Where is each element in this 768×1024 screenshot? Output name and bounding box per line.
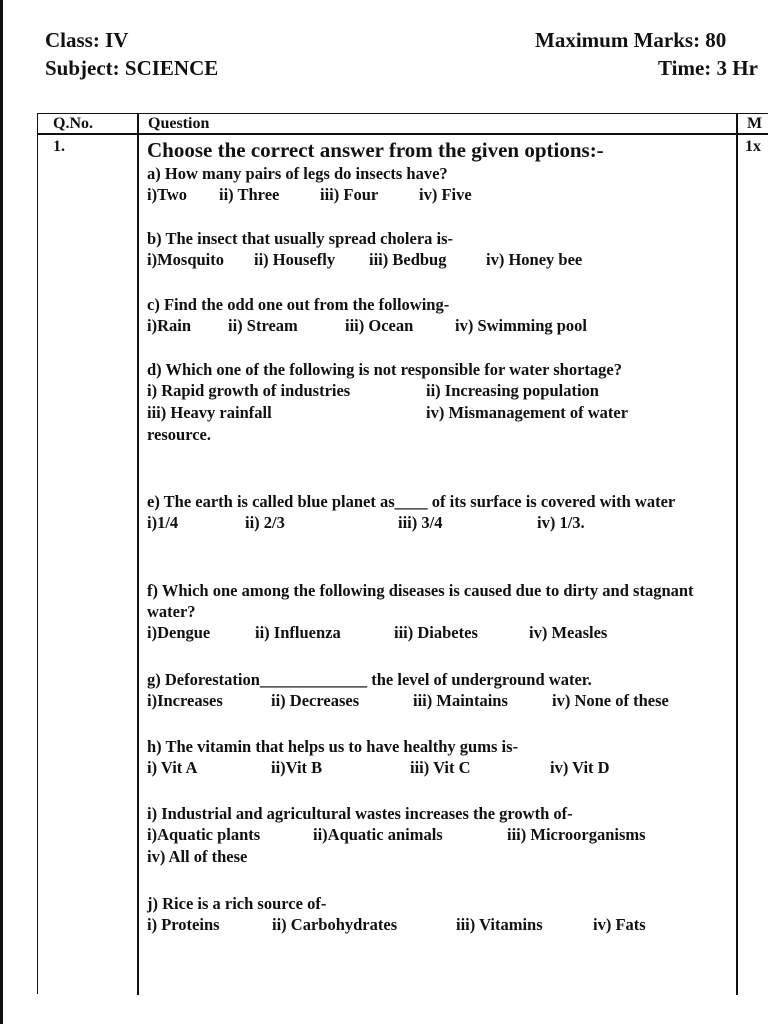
marks-column-header: M [747, 115, 763, 132]
option: ii)Aquatic animals [313, 825, 443, 844]
instruction-title [147, 139, 732, 161]
marks-value: 1x [745, 138, 761, 155]
question-text: c) Find the odd one out from the following- [147, 295, 450, 314]
question-column-header: Question [148, 115, 210, 132]
option-row [147, 914, 732, 936]
option: ii) Stream [228, 316, 298, 335]
time-label: Time: 3 Hr [658, 56, 758, 80]
option-row [147, 757, 732, 779]
option: iii) Ocean [345, 316, 414, 335]
option: iv) Vit D [550, 758, 610, 777]
option: iii) 3/4 [398, 513, 443, 532]
option: iv) Honey bee [486, 250, 583, 269]
page-edge-line [0, 0, 3, 1024]
option: i) Proteins [147, 915, 220, 934]
option-row [147, 184, 732, 206]
option: iii) Diabetes [394, 623, 478, 642]
class-label: Class: IV [45, 28, 129, 52]
option-row [147, 690, 732, 712]
table-header-divider [37, 133, 768, 135]
question-text: g) Deforestation_____________ the level of underground water. [147, 670, 592, 689]
option: i)Two [147, 185, 188, 204]
option: iv) None of these [552, 691, 669, 710]
max-marks-label: Maximum Marks: 80 [535, 28, 727, 52]
option-row [147, 402, 672, 424]
option: ii) Influenza [255, 623, 341, 642]
option-row [147, 315, 732, 337]
option: ii) Increasing population [426, 381, 599, 400]
question-g [147, 669, 732, 712]
option: iii) Bedbug [369, 250, 447, 269]
question-e [147, 491, 722, 534]
option: iii) Microorganisms [507, 825, 646, 844]
option-row [147, 512, 722, 534]
question-j [147, 893, 732, 936]
option: ii) Carbohydrates [272, 915, 398, 934]
option: iv) Swimming pool [455, 316, 588, 335]
option: ii) 2/3 [245, 513, 285, 532]
question-i [147, 803, 732, 867]
option: iv) Measles [529, 623, 608, 642]
option: i)Increases [147, 691, 223, 710]
question-b [147, 228, 732, 271]
marks-column-divider [736, 113, 738, 995]
option: i)Rain [147, 316, 192, 335]
question-text: f) Which one among the following diseases is caused due to dirty and stagnant water? [147, 581, 694, 621]
option: iv) 1/3. [537, 513, 585, 532]
question-c [147, 294, 732, 337]
qno-column-divider [137, 113, 139, 995]
option-continuation: resource. [147, 425, 211, 444]
option: i) Vit A [147, 758, 198, 777]
option: iii) Vitamins [456, 915, 543, 934]
instruction-title-text: Choose the correct answer from the given options:- [147, 138, 604, 162]
option-row [147, 380, 672, 402]
question-text: i) Industrial and agricultural wastes increases the growth of- [147, 804, 573, 823]
option-row [147, 824, 732, 846]
option: i)1/4 [147, 513, 179, 532]
question-number: 1. [53, 138, 65, 155]
option: iii) Four [320, 185, 379, 204]
option: iii) Heavy rainfall [147, 403, 272, 422]
option: i) Rapid growth of industries [147, 381, 351, 400]
option: iv) Five [419, 185, 472, 204]
question-text: d) Which one of the following is not responsible for water shortage? [147, 360, 622, 379]
option: i)Dengue [147, 623, 211, 642]
qno-column-header: Q.No. [53, 115, 93, 132]
question-text: e) The earth is called blue planet as____ of its surface is covered with water [147, 492, 676, 511]
question-text: a) How many pairs of legs do insects have? [147, 164, 448, 183]
option-row [147, 249, 732, 271]
option: ii) Decreases [271, 691, 360, 710]
subject-label: Subject: SCIENCE [45, 56, 219, 80]
question-h [147, 736, 732, 779]
option: iv) Fats [593, 915, 646, 934]
question-d [147, 359, 672, 445]
option: ii) Housefly [254, 250, 336, 269]
question-a [147, 163, 732, 206]
option: iv) Mismanagement of water [426, 403, 629, 422]
option-continuation: iv) All of these [147, 847, 248, 866]
option: ii)Vit B [271, 758, 323, 777]
question-text: b) The insect that usually spread cholera is- [147, 229, 454, 248]
option: i)Aquatic plants [147, 825, 261, 844]
question-f [147, 580, 722, 644]
option: iii) Maintains [413, 691, 508, 710]
option-row [147, 622, 722, 644]
question-text: j) Rice is a rich source of- [147, 894, 327, 913]
option: ii) Three [219, 185, 280, 204]
option: i)Mosquito [147, 250, 225, 269]
question-text: h) The vitamin that helps us to have healthy gums is- [147, 737, 519, 756]
option: iii) Vit C [410, 758, 471, 777]
